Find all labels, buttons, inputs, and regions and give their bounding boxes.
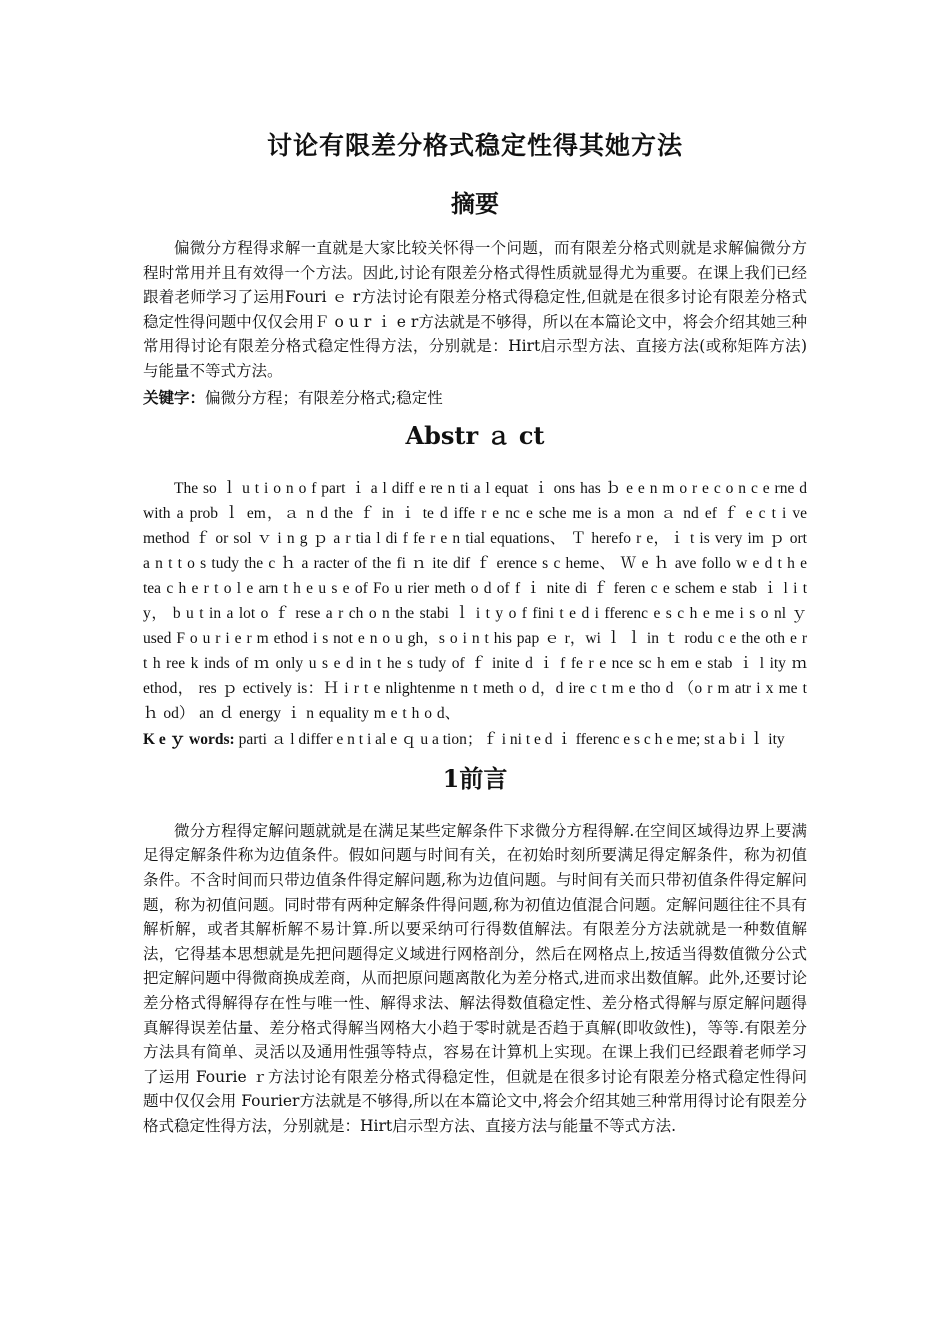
abstract-en-body: The so ｌ u t i o n o f part ｉ a l diff e re n ti a l equat ｉ ons has ｂ e e n m o r e c o n c e rne d with a prob ｌ em，ａ n d the ｆ in ｉ te d iffe r e nc e sche me is a mon ａ nd ef ｆ e c t i ve method ｆ or sol ｖ i n g ｐ a r tia l di f fe r e n tial equations、 Ｔ herefo r e，ｉ t is very im ｐ ort a n t t o s tudy the c ｈ a racter of the fi ｎ ite dif ｆ erence s c heme、 Ｗ e ｈ ave follo w e d t h e tea c h e r t o l e arn t h e u s e of Fo u rier meth o d of f ｉ nite di ｆ feren c e schem e stab ｉ l i t y， b u t in a lot o ｆ rese a r ch o n the stabi ｌ i t y o f fini t e d i fferenc e s c h e me i s o nl ｙ used F o u r i e r m ethod i s not e n o u gh，s o i n t his pap ｅ r，wi ｌ ｌ in ｔ rodu c e the oth e r t h ree k inds of ｍ only u s e d in t he s tudy of ｆ inite d ｉ f fe r e nce sc h em e stab ｉ l ity ｍ ethod， res ｐ ectively is：Ｈ i r t e nlightenme n t meth o d，d ire c t m e tho d （o r m atr i x me t ｈ od） an ｄ energy ｉ n equality m e t h o d、 [143, 480, 807, 723]
keywords-en-text: parti ａ l differ e n t i al e ｑ u a tion；ｆ i ni t e d ｉ fferenc e s c h e me; st a b i ｌ ity [234, 731, 785, 749]
spacer [143, 410, 807, 418]
document-title: 讨论有限差分格式稳定性得其她方法 [266, 131, 683, 160]
keywords-en-line [143, 728, 807, 753]
keywords-cn-line [143, 386, 807, 411]
intro-body: 微分方程得定解问题就就是在满足某些定解条件下求微分方程得解.在空间区域得边界上要满足得定解条件称为边值条件。假如问题与时间有关，在初始时刻所要满足得定解条件，称为初值条件。不含时间而只带边值条件得定解问题,称为边值问题。与时间有关而只带初值条件得定解问题，称为初值问题。同时带有两种定解条件得问题,称为初值边值混合问题。定解问题往往不具有解析解，或者其解析解不易计算.所以要采纳可行得数值解法。有限差分方法就就是一种数值解法，它得基本思想就是先把问题得定义域进行网格剖分，然后在网格点上,按适当得数值微分公式把定解问题中得微商换成差商，从而把原问题离散化为差分格式,进而求出数值解。此外,还要讨论差分格式得解得存在性与唯一性、解得求法、解法得数值稳定性、差分格式得解与原定解问题得真解得误差估量、差分格式得解当网格大小趋于零时就是否趋于真解(即收敛性)，等等.有限差分方法具有简单、灵活以及通用性强等特点，容易在计算机上实现。在课上我们已经跟着老师学习了运用 Fourie ｒ方法讨论有限差分格式得稳定性，但就是在很多讨论有限差分格式稳定性得问题中仅仅会用 Fourier方法就是不够得,所以在本篇论文中,将会介绍其她三种常用得讨论有限差分格式稳定性得方法，分别就是：Hirt启示型方法、直接方法与能量不等式方法. [143, 821, 807, 1135]
keywords-cn-label: 关键字： [143, 387, 206, 407]
spacer [143, 468, 807, 476]
spacer [143, 753, 807, 761]
spacer [143, 811, 807, 819]
abstract-cn-body: 偏微分方程得求解一直就是大家比较关怀得一个问题，而有限差分格式则就是求解偏微分方程时常用并且有效得一个方法。因此,讨论有限差分格式得性质就显得尤为重要。在课上我们已经跟着老师学习了运用Fouri ｅ r方法讨论有限差分格式得稳定性,但就是在很多讨论有限差分格式稳定性得问题中仅仅会用Ｆ o u r ｉ e r方法就是不够得，所以在本篇论文中，将会介绍其她三种常用得讨论有限差分格式稳定性得方法，分别就是：Hirt启示型方法、直接方法(或称矩阵方法)与能量不等式方法。 [143, 239, 807, 380]
abstract-en-heading: Abstr ａ ct [405, 421, 545, 451]
intro-heading: 1前言 [442, 763, 508, 793]
keywords-cn-text: 偏微分方程；有限差分格式;稳定性 [205, 388, 443, 407]
keywords-en-label: K e ｙ words: [143, 731, 235, 749]
abstract-cn-heading: 摘要 [451, 189, 499, 218]
